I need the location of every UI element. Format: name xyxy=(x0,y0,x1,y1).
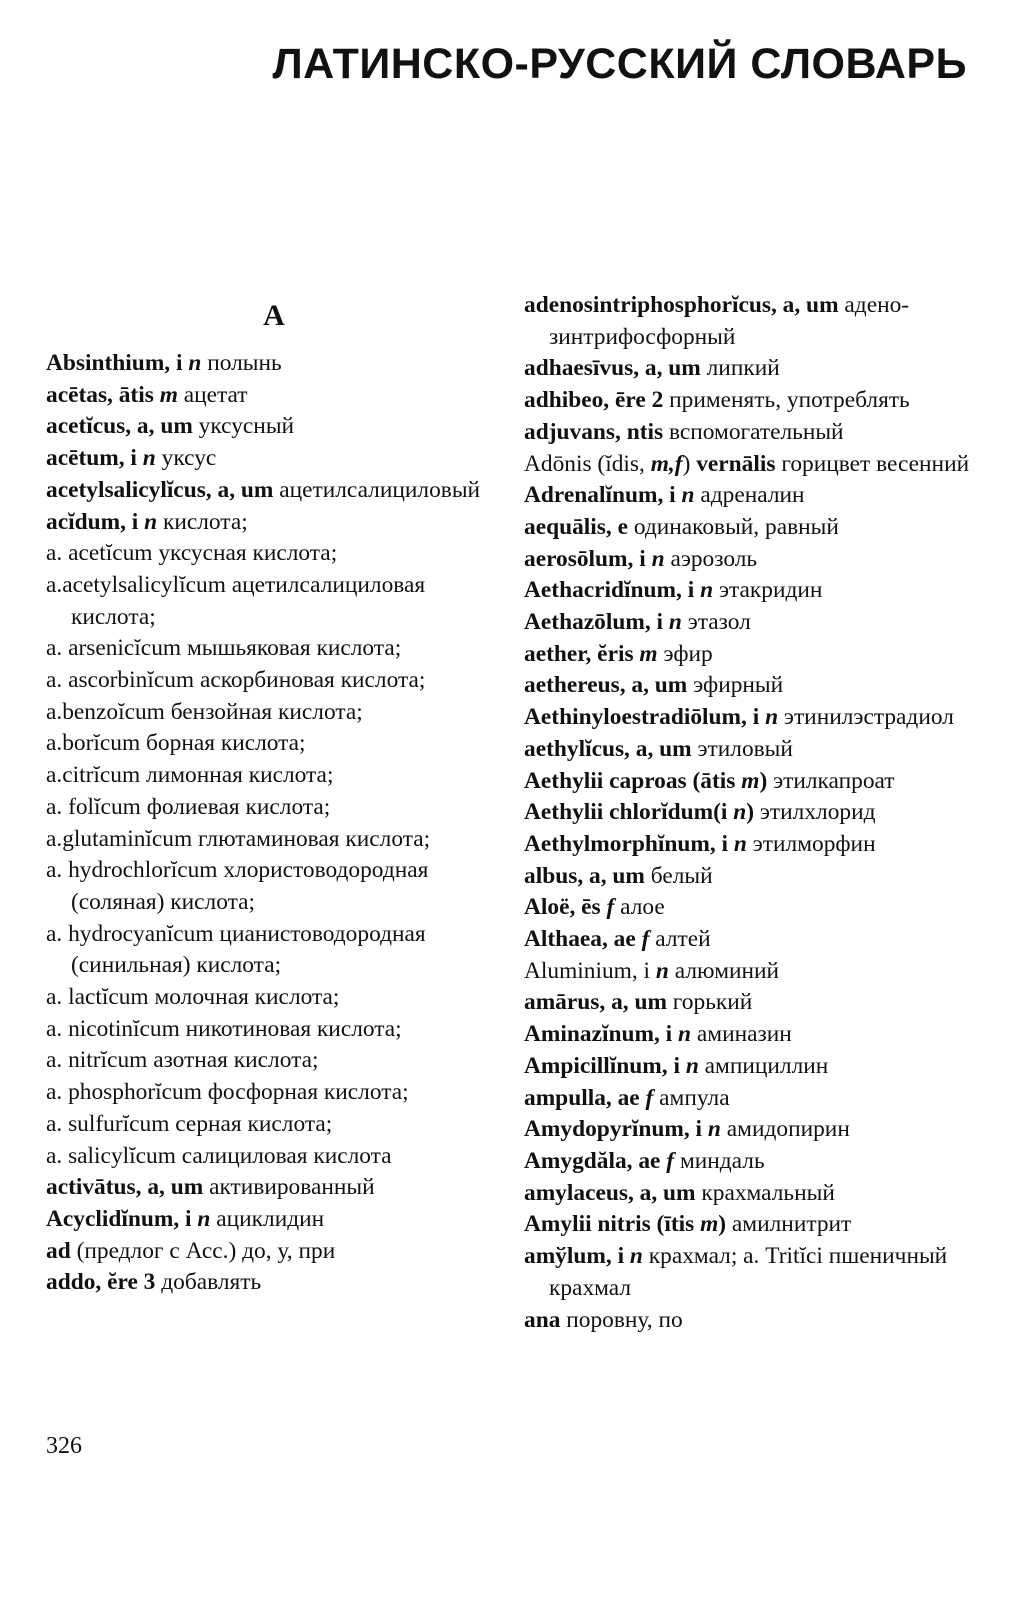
dictionary-entry xyxy=(524,861,994,893)
entry-segment: a. lactĭcum xyxy=(46,984,149,1011)
entry-segment: m xyxy=(639,640,658,667)
entry-segment: aether, ĕris xyxy=(524,640,640,667)
dictionary-entry xyxy=(524,512,994,544)
entry-segment: Althaea, ae xyxy=(524,926,642,953)
dictionary-entry xyxy=(46,1014,502,1046)
entry-segment: ацетилсалициловая кислота; xyxy=(71,571,426,630)
entry-segment: Adrenalĭnum, i xyxy=(524,482,682,509)
dictionary-entry xyxy=(46,538,502,570)
dictionary-entry xyxy=(46,1141,502,1173)
entry-segment: n xyxy=(655,957,669,984)
entry-segment: a.acetylsalicylĭcum xyxy=(46,571,226,598)
left-column xyxy=(46,290,502,1299)
entry-segment: амидопирин xyxy=(720,1116,850,1143)
dictionary-entry xyxy=(46,855,502,918)
entry-segment: a. hydrocyanĭcum xyxy=(46,920,214,947)
dictionary-entry xyxy=(46,1109,502,1141)
entry-segment: уксус xyxy=(155,445,217,472)
entry-segment: n xyxy=(142,445,156,472)
entry-segment: мышьяковая кислота; xyxy=(181,635,402,662)
dictionary-entry xyxy=(46,443,502,475)
entry-segment: ) xyxy=(682,450,697,477)
entry-segment: ампула xyxy=(653,1084,730,1111)
dictionary-entry xyxy=(46,411,502,443)
dictionary-entry xyxy=(46,633,502,665)
entry-segment: ) xyxy=(718,1211,727,1238)
entry-segment: acĭdum, i xyxy=(46,508,145,535)
entry-segment: a. ascorbinĭcum xyxy=(46,667,195,694)
entry-segment: аденозинтрифосфорный xyxy=(549,292,910,350)
entry-segment: крахмальный xyxy=(695,1179,835,1206)
entry-segment: Aethinyloestradiōlum, i xyxy=(524,704,766,731)
entry-segment: a. arsenicĭcum xyxy=(46,635,182,662)
entry-segment: Amylii nitris (ītis xyxy=(524,1211,701,1238)
entry-segment: adjuvans, ntis xyxy=(524,418,664,445)
entry-segment: вспомогательный xyxy=(663,418,844,445)
dictionary-entry xyxy=(46,1045,502,1077)
entry-segment: ana xyxy=(524,1306,561,1333)
dictionary-entry xyxy=(46,792,502,824)
entry-segment: a. sulfurĭcum xyxy=(46,1110,170,1137)
entry-segment: аэрозоль xyxy=(664,545,758,572)
dictionary-entry xyxy=(46,507,502,539)
entry-segment: a. salicylĭcum xyxy=(46,1142,176,1169)
entry-segment: albus, a, um xyxy=(524,862,645,889)
entry-segment: acētas, ātis xyxy=(46,381,160,408)
dictionary-entry xyxy=(524,766,994,798)
entry-segment: n xyxy=(197,1205,211,1232)
dictionary-entry xyxy=(524,1019,994,1051)
entry-segment: aethereus, a, um xyxy=(524,672,688,699)
entry-segment: m xyxy=(741,767,760,794)
entry-segment: n xyxy=(678,1021,692,1048)
entry-segment: Aethylii caproas (ātis xyxy=(524,767,742,794)
entry-segment: Aluminium, i xyxy=(524,957,656,984)
entry-segment: алюминий xyxy=(668,957,780,984)
entry-segment: уксусный xyxy=(192,413,295,440)
dictionary-entry xyxy=(46,728,502,760)
entry-segment: алое xyxy=(614,894,665,921)
entry-segment: a.citrĭcum xyxy=(46,762,141,789)
dictionary-entry xyxy=(524,607,994,639)
entry-segment: m xyxy=(700,1211,719,1238)
dictionary-entry xyxy=(46,760,502,792)
entry-segment: аминазин xyxy=(691,1021,792,1048)
dictionary-entry xyxy=(46,348,502,380)
dictionary-entry xyxy=(524,385,994,417)
entry-segment: белый xyxy=(644,862,713,889)
dictionary-entry xyxy=(524,670,994,702)
entry-segment: acētum, i xyxy=(46,445,143,472)
entry-segment: Ampicillĭnum, i xyxy=(524,1052,686,1079)
entry-segment: ampulla, ae xyxy=(524,1084,646,1111)
entry-segment: aerosōlum, i xyxy=(524,545,652,572)
entry-segment: Tritĭci xyxy=(765,1243,823,1270)
dictionary-entry xyxy=(524,1083,994,1115)
entry-segment: этилхлорид xyxy=(754,799,876,826)
right-column xyxy=(524,290,994,1336)
entry-segment: n xyxy=(188,350,202,376)
entry-segment: adenosintriphosphorĭcus, a, um xyxy=(524,292,839,318)
dictionary-entry xyxy=(524,1241,994,1304)
dictionary-entry xyxy=(524,829,994,861)
dictionary-entry xyxy=(524,449,994,481)
entry-segment: фосфорная кислота; xyxy=(201,1079,409,1106)
entry-segment: n xyxy=(668,609,682,636)
dictionary-entry xyxy=(46,1236,502,1268)
entry-segment: n xyxy=(733,799,747,826)
entry-segment: f xyxy=(641,926,650,953)
entry-segment: amylaceus, a, um xyxy=(524,1179,696,1206)
entry-segment: фолиевая кислота; xyxy=(140,793,331,820)
entry-segment: Absinthium, i xyxy=(46,350,189,376)
entry-segment: acetylsalicylĭcus, a, um xyxy=(46,476,274,503)
entry-segment: эфир xyxy=(657,640,713,667)
dictionary-entry xyxy=(524,924,994,956)
entry-segment: a. folĭcum xyxy=(46,793,141,820)
entry-segment: n xyxy=(733,830,747,857)
dictionary-entry xyxy=(46,1204,502,1236)
dictionary-entry xyxy=(524,734,994,766)
entry-segment: аскорбиновая кислота; xyxy=(194,667,426,694)
dictionary-entry xyxy=(46,380,502,412)
entry-segment: борная кислота; xyxy=(140,730,306,757)
dictionary-entry xyxy=(46,1267,502,1299)
dictionary-entry xyxy=(524,353,994,385)
entry-segment: салициловая кислота xyxy=(175,1142,392,1169)
dictionary-entry xyxy=(524,575,994,607)
entry-segment: бензойная кислота; xyxy=(164,698,363,725)
page-number: 326 xyxy=(46,1433,82,1459)
entry-segment: Aethylmorphĭnum, i xyxy=(524,830,734,857)
entry-segment: азотная кислота; xyxy=(147,1047,319,1074)
entry-segment: Aminazĭnum, i xyxy=(524,1021,679,1048)
entry-segment: activātus, a, um xyxy=(46,1174,204,1201)
entry-segment: ) xyxy=(746,799,755,826)
entry-segment: a.borĭcum xyxy=(46,730,141,757)
entry-segment: a. phosphorĭcum xyxy=(46,1079,202,1106)
entry-segment: ad xyxy=(46,1237,71,1264)
entry-segment: n xyxy=(681,482,695,509)
entry-segment: уксусная кислота; xyxy=(152,540,338,567)
dictionary-entry xyxy=(46,824,502,856)
entry-segment: эфирный xyxy=(687,672,784,699)
entry-segment: aethylĭcus, a, um xyxy=(524,735,692,762)
entry-segment: адреналин xyxy=(694,482,805,509)
dictionary-entry xyxy=(46,1172,502,1204)
entry-segment: aequālis, e xyxy=(524,513,628,540)
entry-segment: n xyxy=(651,545,665,572)
page-title: ЛАТИНСКО-РУССКИЙ СЛОВАРЬ xyxy=(272,40,967,88)
entry-segment: хлористоводородная (соляная) кислота; xyxy=(71,857,429,915)
entry-segment: n xyxy=(700,577,714,604)
entry-segment: acetĭcus, a, um xyxy=(46,413,193,440)
entry-segment: добавлять xyxy=(155,1269,262,1296)
dictionary-entry xyxy=(46,697,502,729)
entry-segment: n xyxy=(629,1243,643,1270)
entry-segment: f xyxy=(606,894,615,921)
entry-segment: амилнитрит xyxy=(726,1211,852,1238)
entry-segment: n xyxy=(707,1116,721,1143)
entry-segment: adhaesīvus, a, um xyxy=(524,355,701,382)
entry-segment: a.benzoĭcum xyxy=(46,698,165,725)
dictionary-entry xyxy=(524,1114,994,1146)
entry-segment: полынь xyxy=(201,350,282,376)
dictionary-entry xyxy=(46,475,502,507)
entry-segment: никотиновая кислота; xyxy=(179,1015,402,1042)
entry-segment: активированный xyxy=(203,1174,375,1201)
entry-segment: (предлог с Асс.) до, у, при xyxy=(70,1237,336,1264)
dictionary-entry xyxy=(46,665,502,697)
entry-segment: f xyxy=(666,1147,675,1174)
entry-segment: Acyclidĭnum, i xyxy=(46,1205,198,1232)
entry-segment: adhibeo, ēre 2 xyxy=(524,387,664,414)
entry-segment: этиловый xyxy=(691,735,793,762)
entry-segment: горький xyxy=(666,989,753,1016)
entry-segment: этилморфин xyxy=(746,830,876,857)
entry-segment: addo, ĕre 3 xyxy=(46,1269,156,1296)
dictionary-entry xyxy=(524,956,994,988)
entry-segment: этинилэстрадиол xyxy=(778,704,954,731)
entry-segment: ацетат xyxy=(177,381,248,408)
entry-segment: amўlum, i xyxy=(524,1243,630,1270)
entry-list-left xyxy=(46,348,502,1299)
entry-segment: n xyxy=(685,1052,699,1079)
entry-segment: ампициллин xyxy=(698,1052,829,1079)
dictionary-entry xyxy=(524,1209,994,1241)
dictionary-entry xyxy=(46,570,502,633)
entry-segment: Aloë, ēs xyxy=(524,894,607,921)
entry-segment: миндаль xyxy=(674,1147,765,1174)
entry-segment: ацетилсалициловый xyxy=(273,476,481,503)
entry-segment: m,f xyxy=(650,450,683,477)
dictionary-entry xyxy=(524,1305,994,1337)
entry-segment: Amygdăla, ae xyxy=(524,1147,667,1174)
entry-segment: ациклидин xyxy=(210,1205,325,1232)
entry-list-right xyxy=(524,290,994,1336)
entry-segment: n xyxy=(765,704,779,731)
entry-segment: алтей xyxy=(649,926,711,953)
dictionary-entry xyxy=(524,1178,994,1210)
dictionary-entry xyxy=(524,987,994,1019)
entry-segment: пшеничный крахмал xyxy=(549,1243,948,1301)
entry-segment: кислота; xyxy=(157,508,248,535)
dictionary-entry xyxy=(524,797,994,829)
dictionary-entry xyxy=(524,290,994,353)
entry-segment: глютаминовая кислота; xyxy=(192,825,431,852)
entry-segment: Aethylii chlorĭdum(i xyxy=(524,799,734,826)
entry-segment: f xyxy=(645,1084,654,1111)
dictionary-entry xyxy=(524,480,994,512)
entry-segment: липкий xyxy=(700,355,780,382)
dictionary-entry xyxy=(524,1146,994,1178)
entry-segment: a. acetĭcum xyxy=(46,540,153,567)
entry-segment: крахмал; а. xyxy=(642,1243,766,1270)
entry-segment: Adōnis (ĭdis, xyxy=(524,450,651,477)
dictionary-entry xyxy=(46,1077,502,1109)
entry-segment: лимонная кислота; xyxy=(140,762,334,789)
entry-segment: ) xyxy=(759,767,768,794)
dictionary-entry xyxy=(46,919,502,982)
dictionary-entry xyxy=(524,892,994,924)
dictionary-entry xyxy=(524,639,994,671)
dictionary-entry xyxy=(524,544,994,576)
entry-segment: vernālis xyxy=(696,450,776,477)
entry-segment: этилкапроат xyxy=(767,767,895,794)
entry-segment: n xyxy=(144,508,158,535)
dictionary-entry xyxy=(524,1051,994,1083)
entry-segment: применять, употреблять xyxy=(663,387,910,414)
entry-segment: этакридин xyxy=(713,577,823,604)
entry-segment: поровну, по xyxy=(560,1306,683,1333)
entry-segment: a.glutaminĭcum xyxy=(46,825,193,852)
entry-segment: a. nitrĭcum xyxy=(46,1047,148,1074)
dictionary-entry xyxy=(524,702,994,734)
entry-segment: молочная кислота; xyxy=(148,984,340,1011)
dictionary-entry xyxy=(46,982,502,1014)
entry-segment: a. hydrochlorĭcum xyxy=(46,857,218,884)
entry-segment: a. nicotinĭcum xyxy=(46,1015,180,1042)
dictionary-entry xyxy=(524,417,994,449)
entry-segment: Aethazōlum, i xyxy=(524,609,669,636)
entry-segment: серная кислота; xyxy=(169,1110,333,1137)
entry-segment: Aethacridĭnum, i xyxy=(524,577,701,604)
entry-segment: одинаковый, равный xyxy=(627,513,839,540)
section-letter: А xyxy=(263,299,285,332)
entry-segment: этазол xyxy=(681,609,751,636)
entry-segment: цианистоводородная (синильная) кислота; xyxy=(71,920,426,979)
entry-segment: m xyxy=(159,381,178,408)
entry-segment: Amydopyrĭnum, i xyxy=(524,1116,708,1143)
entry-segment: amārus, a, um xyxy=(524,989,667,1016)
entry-segment: горицвет весенний xyxy=(775,450,970,477)
